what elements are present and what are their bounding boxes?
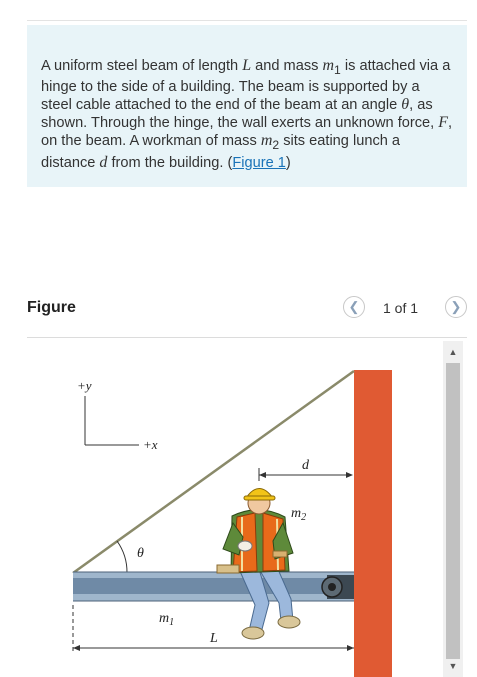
m2-label: $m_2$ (291, 506, 307, 523)
figure-title: Figure (27, 299, 76, 316)
building-wall (354, 370, 392, 677)
steel-cable (73, 371, 354, 573)
distance-d-marker (259, 458, 353, 481)
figure-divider (27, 337, 467, 338)
theta-label: θ (137, 546, 144, 561)
chevron-right-icon: ❯ (450, 299, 462, 314)
angle-arc (117, 541, 127, 573)
plus-y-label: +y (77, 378, 92, 393)
triangle-down-icon[interactable]: ▼ (448, 661, 458, 671)
d-label: d (302, 458, 309, 473)
problem-text: A uniform steel beam of length L and mass $m_1$ is attached via a hinge to the side of a building. The beam is supported by a steel cable attached to the end of the beam at an angle θ, as shown. Through the hinge, the wall exerts an unknown force, F, on the beam. A workman of mass $m_2$ sits eating lunch a distance d from the building. (Figure 1) (41, 57, 453, 171)
figure-link[interactable]: Figure 1 (232, 154, 286, 171)
length-L-marker (73, 605, 354, 653)
plus-x-label: +x (143, 437, 158, 452)
workman (217, 489, 300, 640)
figure-scrollbar[interactable] (443, 341, 463, 677)
L-label: L (210, 631, 218, 646)
hinge (322, 575, 354, 599)
top-divider (27, 20, 467, 21)
coordinate-axes (77, 378, 158, 452)
problem-statement (27, 25, 467, 187)
triangle-up-icon[interactable]: ▲ (448, 347, 458, 357)
scrollbar-thumb[interactable] (446, 363, 460, 659)
m1-label: $m_1$ (159, 611, 175, 628)
figure-header (27, 296, 467, 326)
next-figure-button[interactable] (445, 296, 467, 318)
chevron-left-icon: ❮ (348, 299, 360, 314)
beam-diagram (27, 341, 441, 677)
previous-figure-button[interactable] (343, 296, 365, 318)
figure-viewport (27, 341, 441, 677)
steel-beam (73, 572, 354, 601)
figure-page-counter: 1 of 1 (383, 300, 419, 316)
